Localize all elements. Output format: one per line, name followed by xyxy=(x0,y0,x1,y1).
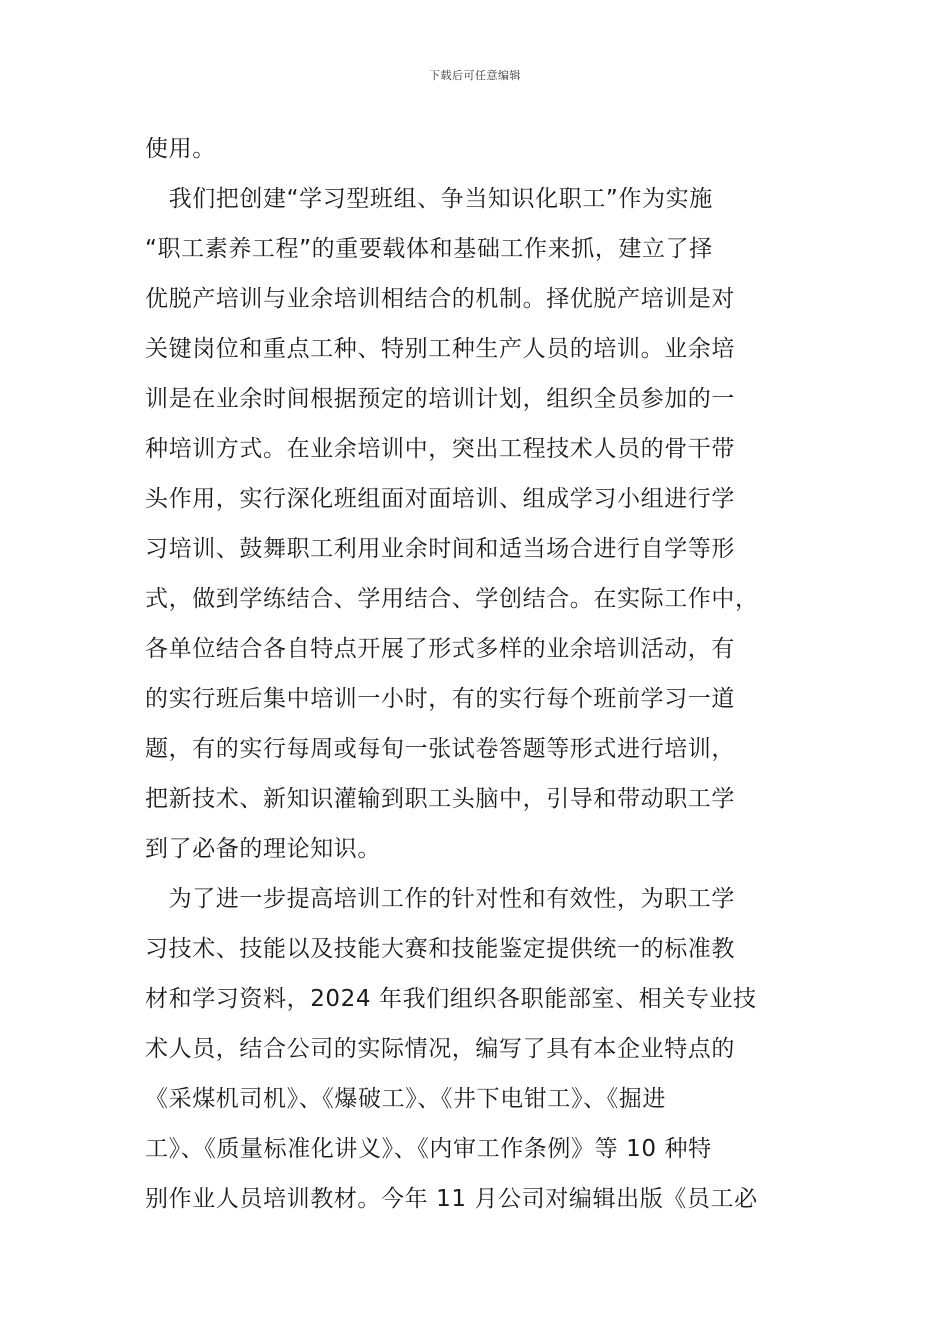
header-note: 下载后可任意编辑 xyxy=(429,69,521,82)
text-line: 各单位结合各自特点开展了形式多样的业余培训活动，有 xyxy=(145,636,735,662)
text-line: 使用。 xyxy=(145,136,216,162)
text-line: 的实行班后集中培训一小时，有的实行每个班前学习一道 xyxy=(145,686,735,712)
text-line: 习培训、鼓舞职工利用业余时间和适当场合进行自学等形 xyxy=(145,536,735,562)
text-line: 把新技术、新知识灌输到职工头脑中，引导和带动职工学 xyxy=(145,786,735,812)
text-line: 到了必备的理论知识。 xyxy=(145,836,381,862)
document-body xyxy=(145,124,805,1224)
text-line: 别作业人员培训教材。今年 11 月公司对编辑出版《员工必 xyxy=(145,1186,758,1212)
text-line: 习技术、技能以及技能大赛和技能鉴定提供统一的标准教 xyxy=(145,936,735,962)
text-line: 种培训方式。在业余培训中，突出工程技术人员的骨干带 xyxy=(145,436,735,462)
text-line: 工》、《质量标准化讲义》、《内审工作条例》等 10 种特 xyxy=(145,1136,712,1162)
text-line: 材和学习资料，2024 年我们组织各职能部室、相关专业技 xyxy=(145,986,757,1012)
text-line: 头作用，实行深化班组面对面培训、组成学习小组进行学 xyxy=(145,486,735,512)
text-line: 式，做到学练结合、学用结合、学创结合。在实际工作中， xyxy=(145,586,759,612)
text-line: 优脱产培训与业余培训相结合的机制。择优脱产培训是对 xyxy=(145,286,735,312)
text-line: 术人员，结合公司的实际情况，编写了具有本企业特点的 xyxy=(145,1036,735,1062)
text-line: 关键岗位和重点工种、特别工种生产人员的培训。业余培 xyxy=(145,336,735,362)
text-line: 训是在业余时间根据预定的培训计划，组织全员参加的一 xyxy=(145,386,735,412)
text-line: 我们把创建“学习型班组、争当知识化职工”作为实施 xyxy=(145,186,713,212)
text-line: “职工素养工程”的重要载体和基础工作来抓，建立了择 xyxy=(145,236,713,262)
text-line: 《采煤机司机》、《爆破工》、《井下电钳工》、《掘进 xyxy=(145,1086,666,1112)
text-line: 题，有的实行每周或每旬一张试卷答题等形式进行培训， xyxy=(145,736,735,762)
text-line: 为了进一步提高培训工作的针对性和有效性，为职工学 xyxy=(145,886,735,912)
